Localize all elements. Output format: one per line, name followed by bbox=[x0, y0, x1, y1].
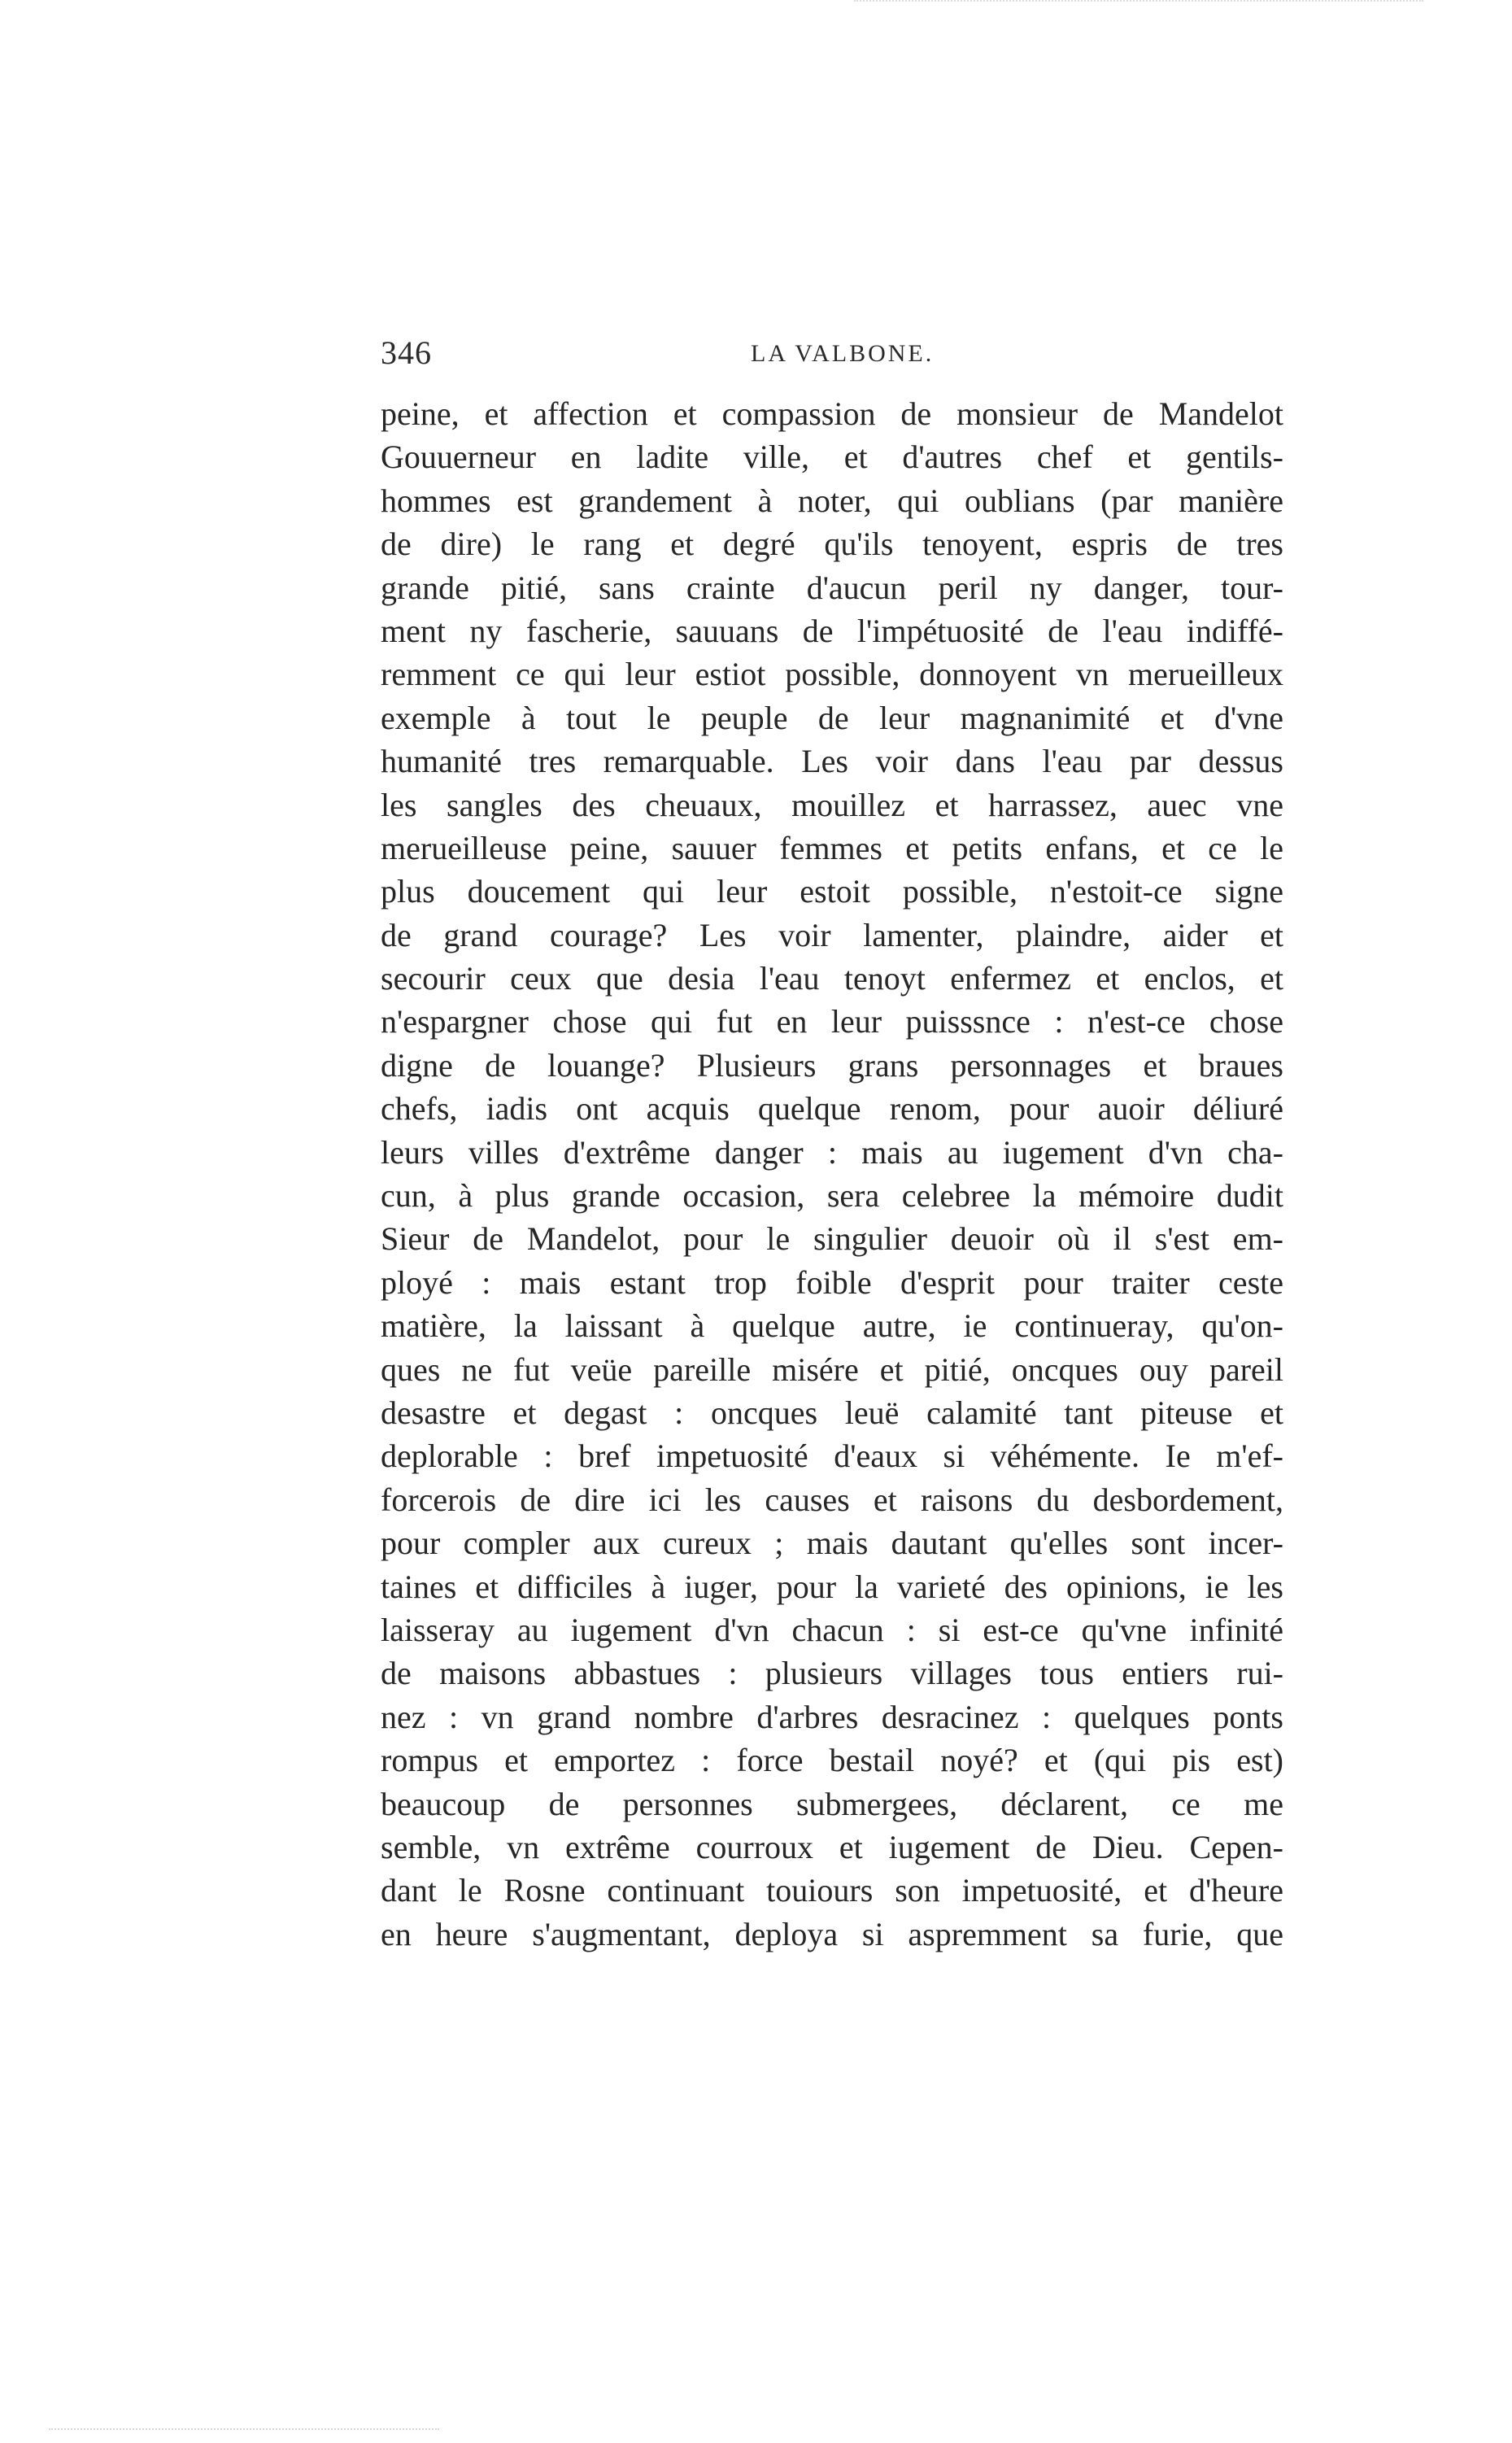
text-line: Gouuerneur en ladite ville, et d'autres chef et gentils- bbox=[381, 438, 1283, 476]
text-line: dant le Rosne continuant touiours son impetuosité, et d'heure bbox=[381, 1872, 1283, 1909]
text-line: nez : vn grand nombre d'arbres desracinez : quelques ponts bbox=[381, 1698, 1283, 1735]
text-line: de grand courage? Les voir lamenter, plaindre, aider et bbox=[381, 916, 1283, 953]
text-line: merueilleuse peine, sauuer femmes et petits enfans, et ce le bbox=[381, 829, 1283, 866]
running-title: LA VALBONE. bbox=[751, 340, 935, 367]
text-line: chefs, iadis ont acquis quelque renom, pour auoir déliuré bbox=[381, 1090, 1283, 1128]
text-line: hommes est grandement à noter, qui oublians (par manière bbox=[381, 482, 1283, 519]
text-line: secourir ceux que desia l'eau tenoyt enfermez et enclos, et bbox=[381, 960, 1283, 997]
text-line: beaucoup de personnes submergees, déclarent, ce me bbox=[381, 1785, 1283, 1822]
text-line: matière, la laissant à quelque autre, ie continueray, qu'on- bbox=[381, 1307, 1283, 1345]
text-line: rompus et emportez : force bestail noyé? et (qui pis est) bbox=[381, 1742, 1283, 1779]
scan-artifact-top bbox=[854, 0, 1423, 7]
text-line: de maisons abbastues : plusieurs villages tous entiers rui- bbox=[381, 1655, 1283, 1692]
text-line: humanité tres remarquable. Les voir dans l'eau par dessus bbox=[381, 743, 1283, 780]
text-line: exemple à tout le peuple de leur magnanimité et d'vne bbox=[381, 699, 1283, 736]
text-line: pour compler aux cureux ; mais dautant qu'elles sont incer- bbox=[381, 1525, 1283, 1562]
text-line: digne de louange? Plusieurs grans personnages et braues bbox=[381, 1046, 1283, 1084]
text-line: remment ce qui leur estiot possible, donnoyent vn merueilleux bbox=[381, 656, 1283, 693]
text-line: de dire) le rang et degré qu'ils tenoyent, espris de tres bbox=[381, 526, 1283, 563]
text-line: cun, à plus grande occasion, sera celebree la mémoire dudit bbox=[381, 1177, 1283, 1215]
text-line: semble, vn extrême courroux et iugement de Dieu. Cepen- bbox=[381, 1828, 1283, 1865]
text-line: taines et difficiles à iuger, pour la varieté des opinions, ie les bbox=[381, 1568, 1283, 1605]
text-line: ment ny fascherie, sauuans de l'impétuosité de l'eau indiffé- bbox=[381, 612, 1283, 649]
text-line: n'espargner chose qui fut en leur puisssnce : n'est-ce chose bbox=[381, 1003, 1283, 1040]
text-line: peine, et affection et compassion de monsieur de Mandelot bbox=[381, 395, 1283, 432]
text-line: les sangles des cheuaux, mouillez et harrassez, auec vne bbox=[381, 786, 1283, 823]
text-line: desastre et degast : oncques leuë calamité tant piteuse et bbox=[381, 1394, 1283, 1431]
scan-artifact-bottom bbox=[49, 2428, 439, 2435]
text-line: Sieur de Mandelot, pour le singulier deuoir où il s'est em- bbox=[381, 1220, 1283, 1258]
text-line: forcerois de dire ici les causes et raisons du desbordement, bbox=[381, 1481, 1283, 1518]
text-line: laisseray au iugement d'vn chacun : si est-ce qu'vne infinité bbox=[381, 1611, 1283, 1648]
text-line: leurs villes d'extrême danger : mais au iugement d'vn cha- bbox=[381, 1133, 1283, 1171]
text-line: grande pitié, sans crainte d'aucun peril ny danger, tour- bbox=[381, 569, 1283, 606]
text-line: plus doucement qui leur estoit possible, n'estoit-ce signe bbox=[381, 873, 1283, 910]
text-line: ques ne fut veüe pareille misére et pitié, oncques ouy pareil bbox=[381, 1350, 1283, 1388]
text-line: en heure s'augmentant, deploya si aspremment sa furie, que bbox=[381, 1915, 1283, 1952]
page-number: 346 bbox=[381, 334, 432, 371]
body-text bbox=[381, 392, 1283, 1956]
text-line: ployé : mais estant trop foible d'esprit pour traiter ceste bbox=[381, 1263, 1283, 1301]
running-head bbox=[381, 334, 1292, 382]
text-line: deplorable : bref impetuosité d'eaux si véhémente. Ie m'ef- bbox=[381, 1437, 1283, 1475]
